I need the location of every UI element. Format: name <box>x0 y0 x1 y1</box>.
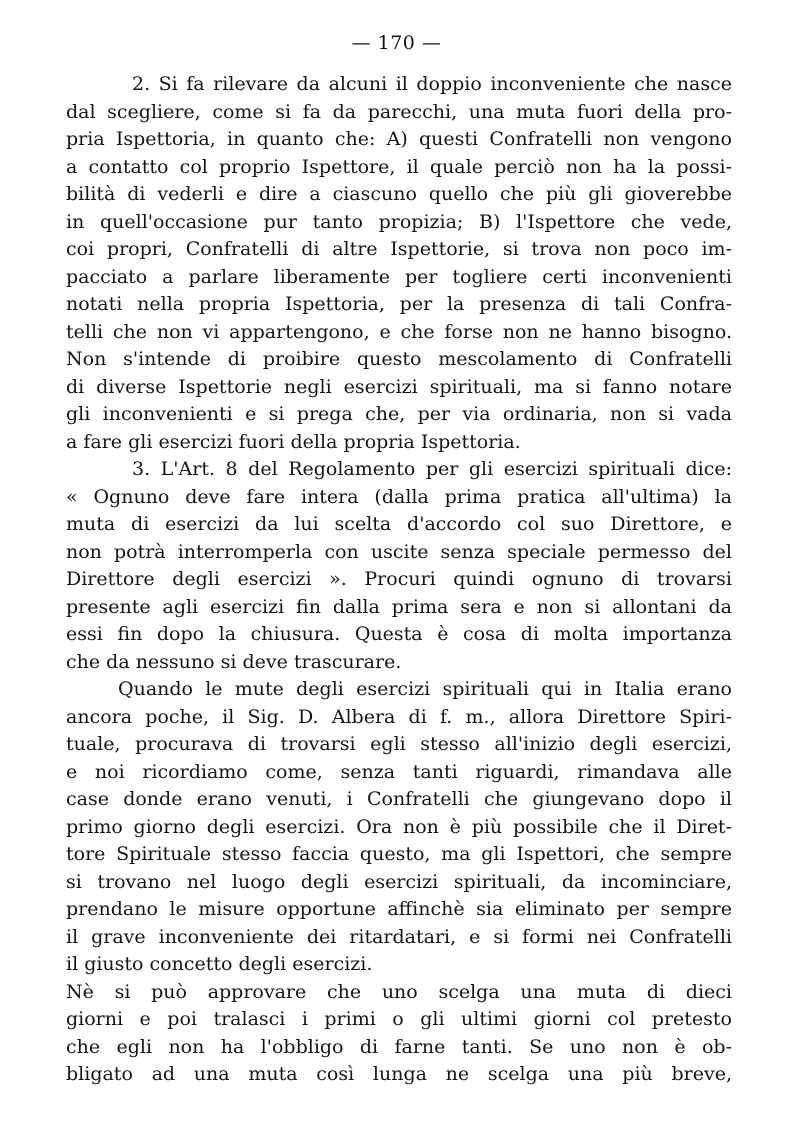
paragraph <box>66 71 732 456</box>
text-line: bligato ad una muta così lunga ne scelga una più breve, <box>66 1063 732 1085</box>
text-line: Quando le mute degli esercizi spirituali qui in Italia erano <box>118 678 732 700</box>
text-line: gli inconvenienti e si prega che, per via ordinaria, non si vada <box>66 403 732 425</box>
text-line: essi fin dopo la chiusura. Questa è cosa di molta importanza <box>66 623 732 645</box>
paragraph <box>66 979 732 1089</box>
text-line: 3. L'Art. 8 del Regolamento per gli esercizi spirituali dice: <box>132 458 732 480</box>
text-line: in quell'occasione pur tanto propizia; B) l'Ispettore che vede, <box>66 210 732 233</box>
text-line: pria Ispettoria, in quanto che: A) questi Confratelli non vengono <box>66 128 732 150</box>
text-line: il grave inconveniente dei ritardatari, e si formi nei Confratelli <box>66 925 732 948</box>
text-line: pacciato a parlare liberamente per togliere certi inconvenienti <box>66 265 732 288</box>
text-line: telli che non vi appartengono, e che forse non ne hanno bisogno. <box>66 320 732 343</box>
text-line: il giusto concetto degli esercizi. <box>66 953 373 975</box>
text-line: che egli non ha l'obbligo di farne tanti. Se uno non è ob- <box>66 1035 732 1058</box>
text-line: a contatto col proprio Ispettore, il quale perciò non ha la possi- <box>66 155 732 178</box>
text-line: ancora poche, il Sig. D. Albera di f. m., allora Direttore Spiri- <box>66 705 732 728</box>
text-line: primo giorno degli esercizi. Ora non è più possibile che il Diret- <box>66 815 732 838</box>
body-text <box>66 71 732 1089</box>
text-line: giorni e poi tralasci i primi o gli ultimi giorni col pretesto <box>66 1008 732 1030</box>
paragraph <box>66 456 732 676</box>
text-line: notati nella propria Ispettoria, per la presenza di tali Confra- <box>66 293 732 315</box>
text-line: tore Spirituale stesso faccia questo, ma gli Ispettori, che sempre <box>66 843 732 865</box>
paragraph <box>66 676 732 979</box>
text-line: dal scegliere, come si fa da parecchi, una muta fuori della pro- <box>66 100 732 123</box>
text-line: tuale, procurava di trovarsi egli stesso all'inizio degli esercizi, <box>66 733 732 755</box>
text-line: 2. Si fa rilevare da alcuni il doppio inconveniente che nasce <box>132 73 732 95</box>
text-line: non potrà interromperla con uscite senza speciale permesso del <box>66 540 732 563</box>
text-line: case donde erano venuti, i Confratelli che giungevano dopo il <box>66 788 732 810</box>
text-line: Non s'intende di proibire questo mescolamento di Confratelli <box>66 348 732 370</box>
text-line: bilità di vederli e dire a ciascuno quello che più gli gioverebbe <box>66 183 732 205</box>
text-line: coi propri, Confratelli di altre Ispettorie, si trova non poco im- <box>66 238 732 260</box>
text-line: si trovano nel luogo degli esercizi spirituali, da incominciare, <box>66 870 732 893</box>
text-line: e noi ricordiamo come, senza tanti riguardi, rimandava alle <box>66 760 732 783</box>
text-line: presente agli esercizi fin dalla prima sera e non si allontani da <box>66 595 732 618</box>
page-number: — 170 — <box>351 32 442 54</box>
text-line: che da nessuno si deve trascurare. <box>66 650 402 673</box>
text-line: a fare gli esercizi fuori della propria Ispettoria. <box>66 430 521 453</box>
text-line: Direttore degli esercizi ». Procuri quindi ognuno di trovarsi <box>66 568 732 590</box>
text-line: « Ognuno deve fare intera (dalla prima pratica all'ultima) la <box>66 485 732 508</box>
text-line: Nè si può approvare che uno scelga una muta di dieci <box>66 980 732 1003</box>
text-line: prendano le misure opportune affinchè sia eliminato per sempre <box>66 898 732 920</box>
text-line: muta di esercizi da lui scelta d'accordo col suo Direttore, e <box>66 513 732 535</box>
text-line: di diverse Ispettorie negli esercizi spirituali, ma si fanno notare <box>66 375 732 398</box>
